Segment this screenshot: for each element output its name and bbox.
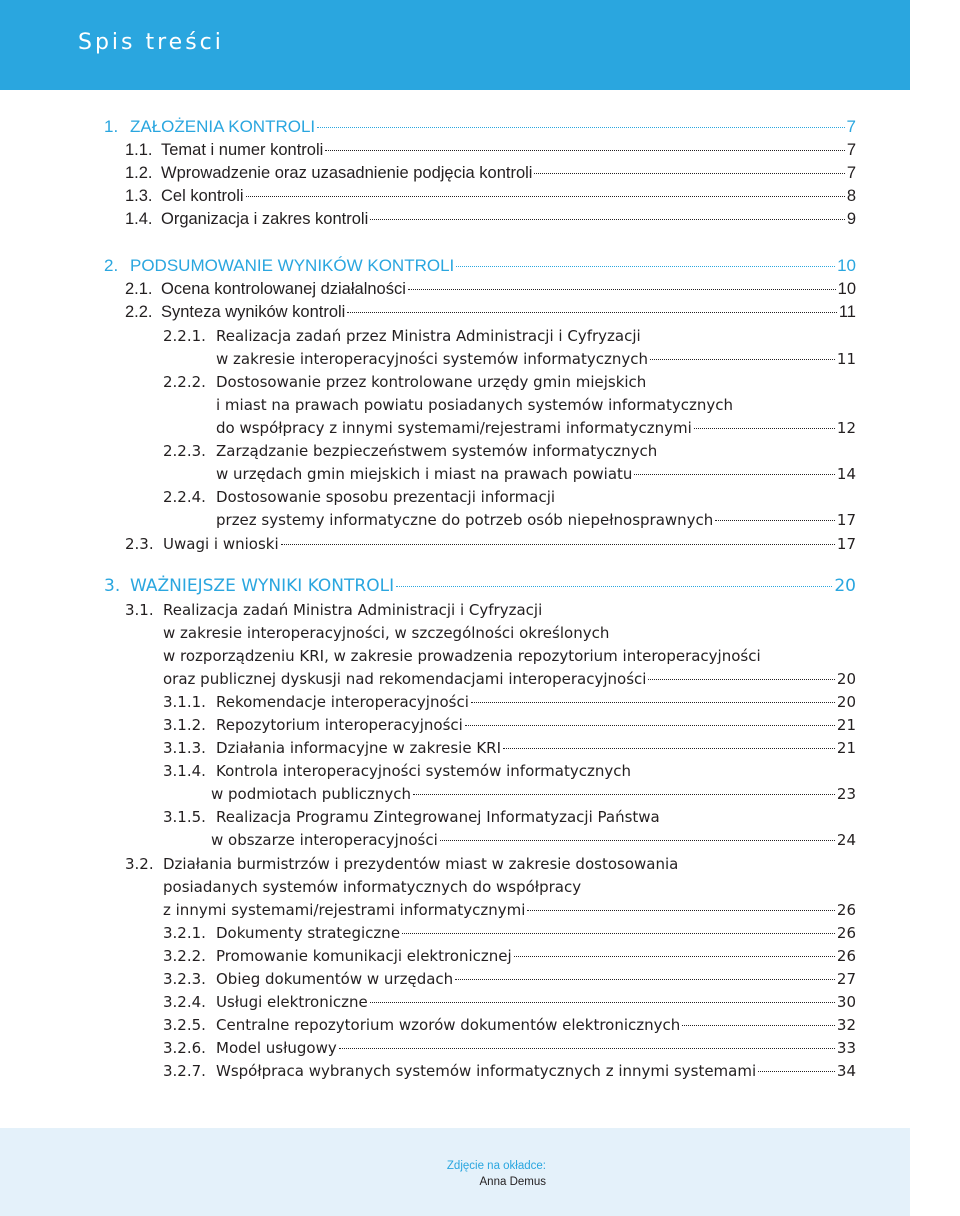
toc-entry-title: ZAŁOŻENIA KONTROLI — [130, 117, 316, 136]
toc-entry-title: Kontrola interoperacyjności systemów informatycznych — [216, 762, 631, 780]
toc-entry-title: Temat i numer kontroli — [161, 141, 324, 159]
toc-entry-title: Współpraca wybranych systemów informatycznych z innymi systemami — [216, 1062, 757, 1080]
toc-entry-title: Cel kontroli — [161, 187, 244, 205]
toc-entry — [216, 417, 856, 440]
toc-entry-number: 2.2.3. — [163, 442, 206, 460]
photo-credit-label: Zdjęcie na okładce: — [446, 1160, 546, 1172]
toc-entry-title: Promowanie komunikacji elektronicznej — [216, 947, 512, 965]
toc-entry-number: 3. — [104, 576, 121, 596]
toc-entry-title: Wprowadzenie oraz uzasadnienie podjęcia kontroli — [161, 164, 533, 182]
toc-entry — [211, 783, 856, 806]
toc-entry-page: 7 — [846, 164, 856, 182]
toc-entry-title: Zarządzanie bezpieczeństwem systemów informatycznych — [216, 442, 658, 460]
page-title: Spis treści — [78, 30, 224, 55]
toc-entry-number: 3.2.3. — [163, 970, 206, 988]
toc-entry-number: 1.3. — [125, 187, 153, 205]
toc-dot-leader — [534, 159, 844, 174]
toc-entry-number: 2.2.4. — [163, 488, 206, 506]
toc-entry-page: 26 — [836, 947, 856, 965]
toc-entry — [125, 533, 856, 556]
toc-entry-page: 24 — [836, 831, 856, 849]
toc-entry-title: z innymi systemami/rejestrami informatycznymi — [163, 901, 526, 919]
toc-entry-title: Centralne repozytorium wzorów dokumentów elektronicznych — [216, 1016, 681, 1034]
toc-entry-page: 9 — [846, 210, 856, 228]
toc-entry-title: w zakresie interoperacyjności systemów informatycznych — [216, 350, 649, 368]
toc-entry-number: 3.1.5. — [163, 808, 206, 826]
toc-dot-leader — [317, 113, 844, 128]
toc-entry-page: 8 — [846, 187, 856, 205]
toc-dot-leader — [246, 182, 845, 197]
toc-entry-number: 3.2.5. — [163, 1016, 206, 1034]
toc-entry-page: 30 — [836, 993, 856, 1011]
toc-entry — [163, 1037, 856, 1060]
toc-entry-title: przez systemy informatyczne do potrzeb osób niepełnosprawnych — [216, 511, 714, 529]
toc-dot-leader — [527, 896, 834, 911]
toc-dot-leader — [715, 506, 835, 521]
toc-entry-number: 1. — [104, 117, 119, 136]
toc-entry — [125, 853, 856, 876]
toc-entry — [216, 509, 856, 532]
toc-dot-leader — [413, 780, 835, 795]
toc-entry-page: 7 — [846, 141, 856, 159]
toc-entry-page: 26 — [836, 901, 856, 919]
toc-entry-title: w zakresie interoperacyjności, w szczególności określonych — [163, 624, 610, 642]
toc-entry-page: 34 — [836, 1062, 856, 1080]
toc-entry-page: 10 — [837, 280, 856, 298]
toc-entry-title: Działania informacyjne w zakresie KRI — [216, 739, 502, 757]
toc-entry-title: w obszarze interoperacyjności — [211, 831, 438, 849]
toc-entry-number: 3.1.3. — [163, 739, 206, 757]
toc-entry-number: 2.3. — [125, 535, 154, 553]
toc-entry-title: Rekomendacje interoperacyjności — [216, 693, 469, 711]
toc-entry-title: Realizacja Programu Zintegrowanej Informatyzacji Państwa — [216, 808, 660, 826]
toc-entry — [104, 254, 856, 277]
toc-entry-page: 11 — [836, 350, 856, 368]
toc-entry — [211, 829, 856, 852]
toc-entry-number: 3.2. — [125, 855, 154, 873]
toc-entry-number: 2.2. — [125, 303, 153, 321]
toc-dot-leader — [465, 711, 835, 726]
toc-entry-page: 33 — [836, 1039, 856, 1057]
toc-entry-title: Usługi elektroniczne — [216, 993, 368, 1011]
toc-dot-leader — [402, 919, 835, 934]
toc-dot-leader — [682, 1011, 835, 1026]
toc-entry-title: Synteza wyników kontroli — [161, 303, 346, 321]
toc-entry-title: Repozytorium interoperacyjności — [216, 716, 463, 734]
toc-entry-title: do współpracy z innymi systemami/rejestrami informatycznymi — [216, 419, 692, 437]
toc-entry-title: Dostosowanie sposobu prezentacji informacji — [216, 488, 556, 506]
toc-entry-title: PODSUMOWANIE WYNIKÓW KONTROLI — [130, 256, 455, 275]
toc-entry-page: 20 — [834, 576, 856, 596]
toc-entry-number: 2. — [104, 256, 119, 275]
toc-dot-leader — [471, 688, 835, 703]
toc-entry-title: Ocena kontrolowanej działalności — [161, 280, 406, 298]
toc-entry-page: 12 — [836, 419, 856, 437]
toc-entry-page: 7 — [846, 117, 856, 136]
toc-entry-title: w rozporządzeniu KRI, w zakresie prowadzenia repozytorium interoperacyjności — [163, 647, 761, 665]
toc-entry — [216, 463, 856, 486]
toc-entry — [125, 208, 856, 231]
toc-entry-title: oraz publicznej dyskusji nad rekomendacjami interoperacyjności — [163, 670, 647, 688]
toc-entry-page: 17 — [836, 511, 856, 529]
toc-entry-number: 2.2.2. — [163, 373, 206, 391]
toc-entry-number: 3.2.2. — [163, 947, 206, 965]
toc-entry-page: 26 — [836, 924, 856, 942]
toc-entry-title: w podmiotach publicznych — [211, 785, 411, 803]
toc-dot-leader — [758, 1057, 835, 1072]
toc-entry-number: 3.2.6. — [163, 1039, 206, 1057]
toc-entry-number: 3.1.2. — [163, 716, 206, 734]
toc-entry-title: Dostosowanie przez kontrolowane urzędy gmin miejskich — [216, 373, 647, 391]
toc-dot-leader — [281, 530, 835, 545]
toc-dot-leader — [650, 345, 835, 360]
toc-entry — [125, 599, 856, 622]
toc-entry-title: Obieg dokumentów w urzędach — [216, 970, 454, 988]
toc-entry-number: 3.2.1. — [163, 924, 206, 942]
toc-entry-number: 2.1. — [125, 280, 153, 298]
toc-entry — [104, 115, 856, 138]
toc-entry-number: 3.2.7. — [163, 1062, 206, 1080]
toc-entry-title: Dokumenty strategiczne — [216, 924, 401, 942]
toc-dot-leader — [370, 205, 845, 220]
toc-dot-leader — [440, 826, 835, 841]
toc-dot-leader — [396, 572, 832, 587]
toc-entry-page: 21 — [836, 716, 856, 734]
toc-entry-number: 3.1. — [125, 601, 154, 619]
photo-credit-author: Anna Demus — [479, 1176, 546, 1188]
toc-dot-leader — [503, 734, 835, 749]
toc-dot-leader — [339, 1034, 835, 1049]
toc-entry-title: posiadanych systemów informatycznych do współpracy — [163, 878, 582, 896]
toc-entry-page: 27 — [836, 970, 856, 988]
toc-entry-title: Uwagi i wnioski — [163, 535, 279, 553]
toc-entry-page: 17 — [836, 535, 856, 553]
toc-dot-leader — [325, 136, 845, 151]
toc-entry-title: Organizacja i zakres kontroli — [161, 210, 369, 228]
header-bar — [0, 0, 910, 90]
toc-entry-number: 3.1.4. — [163, 762, 206, 780]
toc-dot-leader — [408, 275, 836, 290]
toc-entry-page: 10 — [837, 256, 856, 275]
toc-entry — [163, 622, 856, 645]
toc-entry — [163, 371, 856, 394]
toc-entry — [216, 348, 856, 371]
toc-entry-page: 23 — [836, 785, 856, 803]
toc-entry-number: 2.2.1. — [163, 327, 206, 345]
toc-entry-number: 1.1. — [125, 141, 153, 159]
toc-dot-leader — [514, 942, 835, 957]
toc-entry-number: 1.4. — [125, 210, 153, 228]
toc-entry — [163, 737, 856, 760]
toc-entry — [163, 1060, 856, 1083]
toc-entry-number: 1.2. — [125, 164, 153, 182]
toc-entry-page: 14 — [836, 465, 856, 483]
toc-entry-title: i miast na prawach powiatu posiadanych systemów informatycznych — [216, 396, 733, 414]
toc-entry-title: Realizacja zadań przez Ministra Administracji i Cyfryzacji — [216, 327, 641, 345]
toc-dot-leader — [370, 988, 835, 1003]
toc-entry-page: 21 — [836, 739, 856, 757]
toc-entry-page: 20 — [836, 670, 856, 688]
toc-entry — [125, 301, 856, 324]
toc-entry — [104, 575, 856, 598]
toc-entry-page: 32 — [836, 1016, 856, 1034]
toc-entry-title: Model usługowy — [216, 1039, 337, 1057]
photo-credit — [0, 1158, 546, 1190]
toc-dot-leader — [456, 252, 835, 267]
toc-dot-leader — [634, 460, 835, 475]
toc-entry-page: 11 — [838, 303, 856, 321]
toc-entry-number: 3.1.1. — [163, 693, 206, 711]
toc-entry-title: Działania burmistrzów i prezydentów miast w zakresie dostosowania — [163, 855, 679, 873]
toc-entry-title: w urzędach gmin miejskich i miast na prawach powiatu — [216, 465, 633, 483]
toc-dot-leader — [455, 965, 835, 980]
toc-dot-leader — [347, 298, 837, 313]
toc-entry-title: WAŻNIEJSZE WYNIKI KONTROLI — [130, 576, 395, 596]
toc-dot-leader — [648, 665, 834, 680]
toc-dot-leader — [694, 414, 835, 429]
toc-entry-title: Realizacja zadań Ministra Administracji i Cyfryzacji — [163, 601, 543, 619]
toc-entry-number: 3.2.4. — [163, 993, 206, 1011]
toc-entry-page: 20 — [836, 693, 856, 711]
